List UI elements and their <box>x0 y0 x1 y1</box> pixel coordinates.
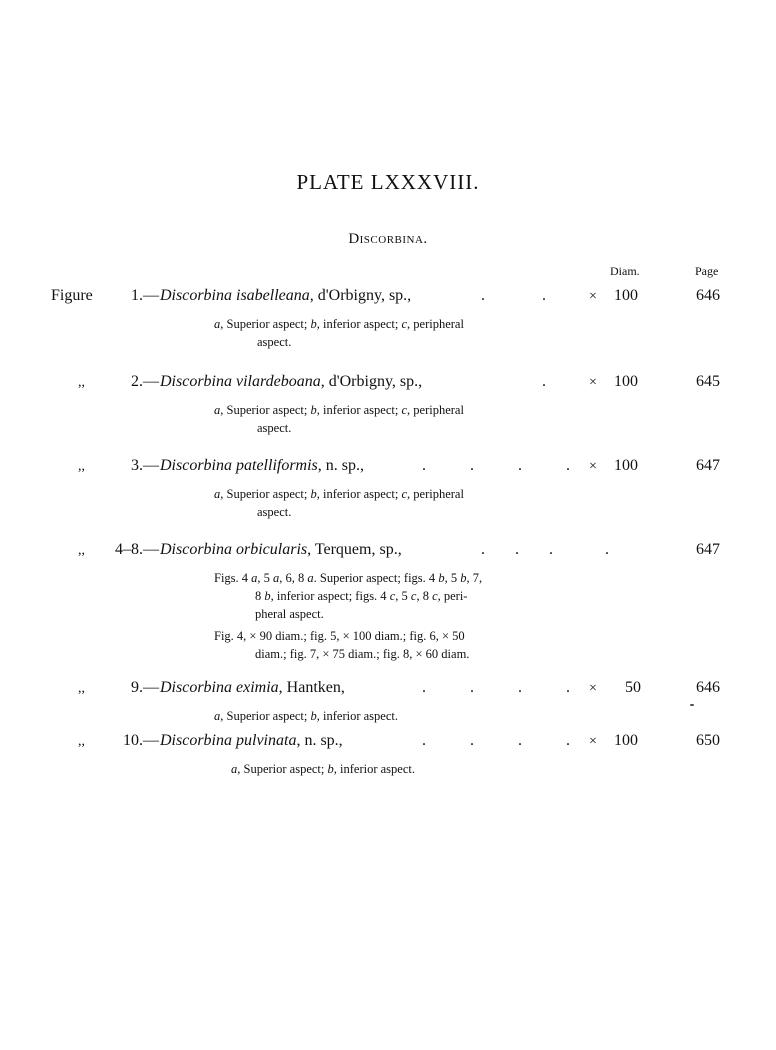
page-number: 650 <box>696 732 720 749</box>
species-author: , n. sp., <box>317 457 365 474</box>
figure-note <box>214 569 482 663</box>
figure-entry <box>0 373 776 399</box>
magnification <box>589 457 638 475</box>
species-name <box>160 457 364 475</box>
magnification <box>589 679 641 697</box>
species-author: , d'Orbigny, sp., <box>309 287 412 304</box>
times-sign: × <box>589 375 597 390</box>
species-italic: Discorbina vilardeboana <box>160 373 321 390</box>
figure-entry <box>0 457 776 483</box>
note-line: a, Superior aspect; b, inferior aspect; c, peripheral <box>214 487 464 501</box>
page-number: 646 <box>696 287 720 304</box>
note-line: a, Superior aspect; b, inferior aspect. <box>214 709 398 723</box>
leader-dots: . . . <box>481 541 553 558</box>
magnification-value: 100 <box>614 457 638 474</box>
ditto-mark: ,, <box>78 681 85 696</box>
note-line: aspect. <box>257 505 292 519</box>
species-name <box>160 287 411 305</box>
figure-entry <box>0 732 776 758</box>
figure-note <box>231 760 415 778</box>
times-sign: × <box>589 681 597 696</box>
times-sign: × <box>589 289 597 304</box>
species-author: , Terquem, sp., <box>307 541 402 558</box>
leader-dots: . . . . <box>422 457 570 474</box>
figure-number: 3.— <box>131 457 159 474</box>
figure-entry <box>0 287 776 313</box>
times-sign: × <box>589 734 597 749</box>
diam-column-header: Diam. <box>610 264 640 278</box>
page-number: 645 <box>696 373 720 390</box>
genus-heading: Discorbina. <box>348 231 428 247</box>
page-number: 647 <box>696 541 720 558</box>
times-sign: × <box>589 459 597 474</box>
ditto-mark: ,, <box>78 375 85 390</box>
species-italic: Discorbina isabelleana <box>160 287 310 304</box>
note-line: aspect. <box>257 421 292 435</box>
note-line: 8 b, inferior aspect; figs. 4 c, 5 c, 8 c, peri- <box>255 589 468 603</box>
figure-number: 9.— <box>131 679 159 696</box>
species-italic: Discorbina patelliformis <box>160 457 318 474</box>
page-number: 647 <box>696 457 720 474</box>
leader-dots: . <box>481 287 485 304</box>
note-line: Fig. 4, × 90 diam.; fig. 5, × 100 diam.; fig. 6, × 50 <box>214 629 465 643</box>
species-author: , Hantken, <box>278 679 345 696</box>
note-line: a, Superior aspect; b, inferior aspect; c, peripheral <box>214 317 464 331</box>
leader-dots: . <box>542 373 546 390</box>
species-italic: Discorbina orbicularis <box>160 541 308 558</box>
species-name <box>160 541 402 559</box>
figure-number: 4–8.— <box>115 541 159 558</box>
species-author: , n. sp., <box>296 732 343 749</box>
leader-dots: . <box>605 541 609 558</box>
species-name <box>160 373 422 391</box>
figure-number: 2.— <box>131 373 159 390</box>
figure-number: 10.— <box>123 732 159 749</box>
ditto-mark: ,, <box>78 459 85 474</box>
magnification-value: 100 <box>614 373 638 390</box>
species-name <box>160 732 343 750</box>
leader-dots: . . . . <box>422 732 570 749</box>
note-line: pheral aspect. <box>255 607 324 621</box>
leader-dots: . <box>542 287 546 304</box>
ditto-mark: ,, <box>78 734 85 749</box>
magnification-value: 100 <box>614 732 638 749</box>
magnification <box>589 287 638 305</box>
species-name <box>160 679 345 697</box>
species-italic: Discorbina eximia <box>160 679 279 696</box>
leader-dots: . . . . <box>422 679 570 696</box>
note-line: a, Superior aspect; b, inferior aspect. <box>231 762 415 776</box>
note-line: a, Superior aspect; b, inferior aspect; c, peripheral <box>214 403 464 417</box>
plate-title: PLATE LXXXVIII. <box>296 170 480 194</box>
figure-note <box>214 485 464 521</box>
magnification <box>589 373 638 391</box>
figure-number: 1.— <box>131 287 159 304</box>
magnification-value: 100 <box>614 287 638 304</box>
magnification <box>589 732 638 750</box>
species-author: , d'Orbigny, sp., <box>320 373 423 390</box>
page-column-header: Page <box>695 264 719 278</box>
figure-label: Figure <box>51 287 93 304</box>
figure-note <box>214 315 464 351</box>
figure-entry <box>0 541 776 567</box>
figure-note <box>214 401 464 437</box>
ditto-mark: ,, <box>78 543 85 558</box>
note-line: diam.; fig. 7, × 75 diam.; fig. 8, × 60 diam. <box>255 647 470 661</box>
note-line: Figs. 4 a, 5 a, 6, 8 a. Superior aspect; figs. 4 b, 5 b, 7, <box>214 571 483 585</box>
figure-note <box>214 707 398 725</box>
species-italic: Discorbina pulvinata <box>160 732 297 749</box>
magnification-value: 50 <box>625 679 641 696</box>
page-number: 646 <box>696 679 720 696</box>
print-speck <box>690 704 694 706</box>
note-line: aspect. <box>257 335 292 349</box>
figure-entry <box>0 679 776 705</box>
